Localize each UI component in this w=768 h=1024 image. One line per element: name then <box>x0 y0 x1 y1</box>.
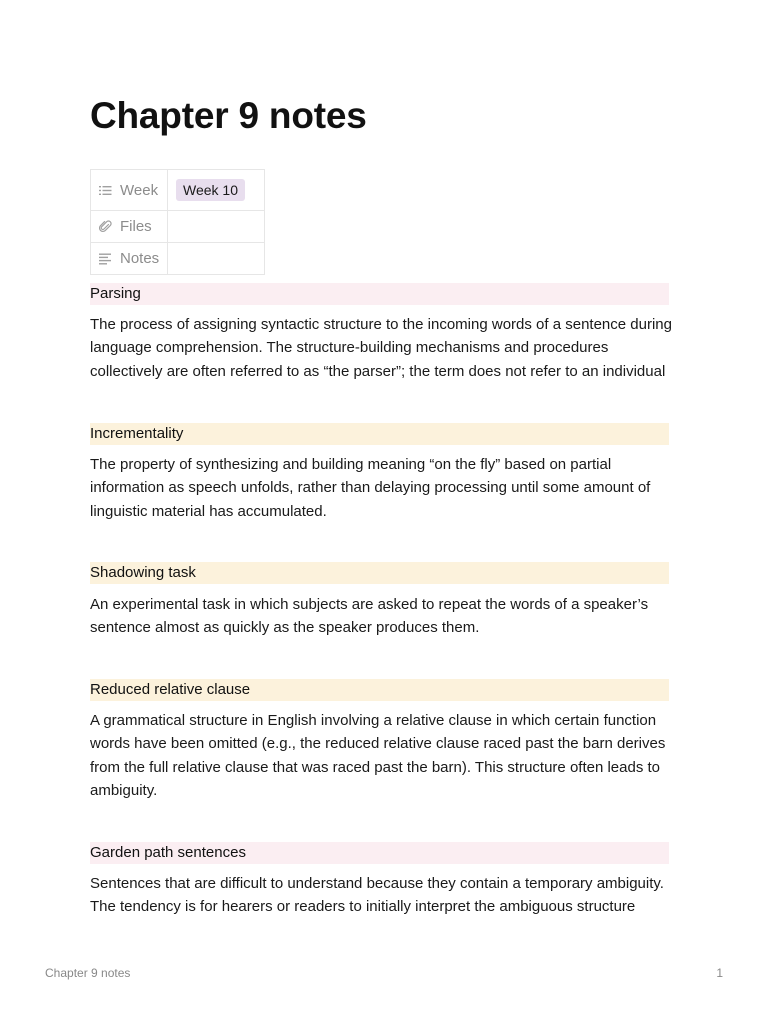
list-icon <box>99 184 112 197</box>
week-tag[interactable]: Week 10 <box>176 179 245 201</box>
term-definition-garden-path-sentences: Sentences that are difficult to understand because they contain a temporary ambiguity. The tendency is for hearers or readers to initially interpret the ambiguous structure <box>90 875 664 916</box>
property-key-files[interactable] <box>91 211 168 243</box>
property-key-notes[interactable] <box>91 243 168 275</box>
term-heading-garden-path-sentences: Garden path sentences <box>90 842 669 864</box>
properties-table <box>90 169 265 275</box>
term-heading-parsing: Parsing <box>90 283 669 305</box>
term-definition-reduced-relative-clause: A grammatical structure in English involving a relative clause in which certain function words have been omitted (e.g., the reduced relative clause raced past the barn derives from the full relative clause that was raced past the barn). This structure often leads to ambiguity. <box>90 712 666 799</box>
text-lines-icon <box>99 252 112 265</box>
term-definition-parsing: The process of assigning syntactic structure to the incoming words of a sentence during language comprehension. The structure-building mechanisms and procedures collectively are often referred to as “the parser”; the term does not refer to an individual <box>90 316 672 380</box>
property-value-week[interactable] <box>168 170 265 211</box>
term-heading-reduced-relative-clause: Reduced relative clause <box>90 679 669 701</box>
term-definition-shadowing-task: An experimental task in which subjects are asked to repeat the words of a speaker’s sentence almost as quickly as the speaker produces them. <box>90 596 649 637</box>
property-label-week: Week <box>120 181 159 199</box>
page-number: 1 <box>716 966 723 980</box>
property-row-notes <box>91 243 265 275</box>
property-row-week <box>91 170 265 211</box>
page-title: Chapter 9 notes <box>90 95 367 136</box>
property-key-week[interactable] <box>91 170 168 211</box>
term-heading-shadowing-task: Shadowing task <box>90 562 669 584</box>
property-label-notes: Notes <box>120 250 160 267</box>
footer-title: Chapter 9 notes <box>45 966 131 980</box>
property-value-files[interactable] <box>168 211 265 243</box>
term-definition-incrementality: The property of synthesizing and building meaning “on the fly” based on partial information as speech unfolds, rather than delaying processing until some amount of linguistic material has accumulated. <box>90 456 651 520</box>
paperclip-icon <box>99 220 112 233</box>
property-value-notes[interactable] <box>168 243 265 275</box>
property-label-files: Files <box>120 218 152 235</box>
term-heading-incrementality: Incrementality <box>90 423 669 445</box>
property-row-files <box>91 211 265 243</box>
